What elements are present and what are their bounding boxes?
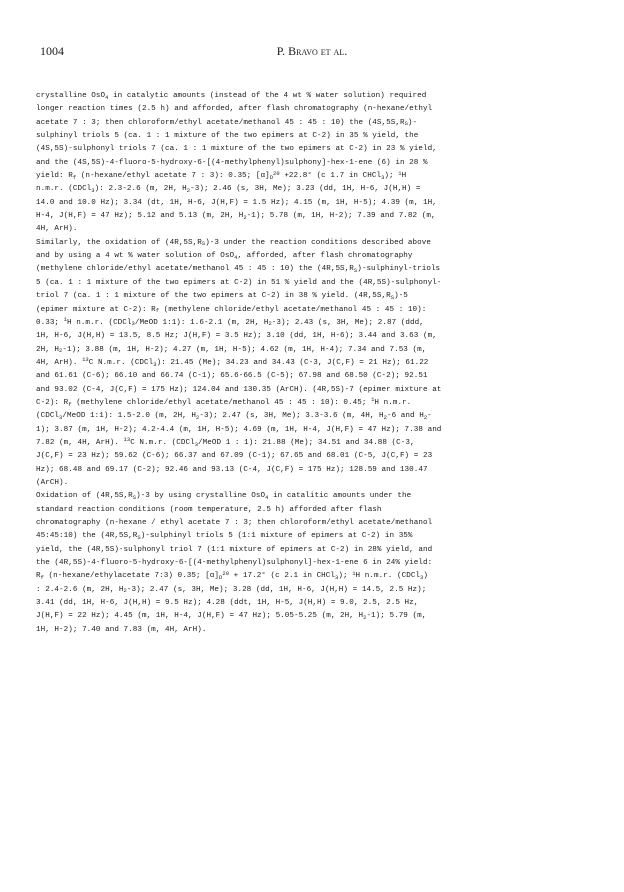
text-run: (n-hexane/ethylacetate 7:3) 0.35; [α] <box>43 572 220 581</box>
text-run: 13 <box>82 356 89 364</box>
text-run: 1H, H-2); 7.40 and 7.83 (m, 4H, ArH). <box>36 625 207 634</box>
text-line <box>36 344 588 357</box>
text-line <box>36 477 588 490</box>
text-line <box>36 290 588 303</box>
text-line <box>36 250 588 263</box>
text-run: H <box>401 172 407 181</box>
text-run: 3.41 (dd, 1H, H-6, J(H,H) = 9.5 Hz); 4.28 (ddt, 1H, H-5, J(H,H) = 9.0, 2.5, 2.5 Hz, <box>36 599 419 608</box>
text-run: )- <box>407 118 418 127</box>
text-run: (epimer mixture at C-2): R <box>36 305 156 314</box>
text-run: crystalline OsO <box>36 92 106 100</box>
text-run: (4S,5S)-sulphonyl triols 7 (ca. 1 : 1 mixture of the two epimers at C-2) in 23 % yield, <box>36 145 437 154</box>
text-run: -6 and H <box>386 412 424 421</box>
text-run: )-3 by using crystalline OsO <box>136 492 266 501</box>
text-run: f <box>155 307 160 315</box>
text-line <box>36 570 588 583</box>
text-run: -1); 5.79 (m, <box>366 612 427 621</box>
text-line <box>36 424 588 437</box>
text-run: 3 <box>131 320 135 328</box>
text-run: (n-hexane/ethyl acetate 7 : 3): 0.35; [α] <box>76 172 270 181</box>
text-line <box>36 464 588 477</box>
text-line <box>36 504 588 517</box>
text-run: 1 <box>63 316 67 324</box>
text-run: J(C,F) = 23 Hz); 59.62 (C-6); 66.37 and 67.09 (C-1); 67.65 and 68.01 (C-5, J(C,F) = 23 <box>36 452 433 461</box>
text-run: longer reaction times (2.5 h) and afforded, after flash chromatography (n-hexane/ethyl <box>36 105 433 114</box>
text-line <box>36 103 588 116</box>
text-run: standard reaction conditions (room temperature, 2.5 h) afforded after flash <box>36 505 382 514</box>
text-run: S <box>390 293 395 301</box>
text-run: 2 <box>268 320 272 328</box>
text-run: Oxidation of (4R,5S,R <box>36 492 133 501</box>
text-line <box>36 437 588 450</box>
text-line <box>36 210 588 223</box>
text-run: 4H, ArH). <box>36 358 83 367</box>
text-run: )-sulphinyl-triols <box>357 265 441 274</box>
text-run: 45:45:10) the (4R,5S,R <box>36 532 138 541</box>
text-run: C N.m.r. (CDCl <box>130 438 195 447</box>
text-run: + 17.2° (c 2.1 in CHCl <box>229 572 336 581</box>
text-line <box>36 370 588 383</box>
text-run: 3 <box>59 413 63 421</box>
text-run: 4H, ArH). <box>36 225 78 234</box>
body-text <box>36 90 588 637</box>
text-run: in catalitic amounts under the <box>268 492 412 501</box>
text-run: chromatography (n-hexane / ethyl acetate 7 : 3; then chloroform/ethyl acetate/methanol <box>36 519 433 527</box>
text-run: 3 <box>194 440 199 448</box>
text-line <box>36 584 588 597</box>
text-run: (methylene chloride/ethyl acetate/methanol 45 : 45 : 10): <box>159 305 427 314</box>
text-run: 3 <box>335 574 339 582</box>
text-run: 2 <box>363 614 367 622</box>
text-run: - <box>427 412 432 421</box>
text-line <box>36 384 588 397</box>
text-run: the (4R,5S)-4-fluoro-5-hydroxy-6-[(4-methylphenyl)sulphonyl]-hex-1-ene 6 in 24% yield: <box>36 559 433 568</box>
text-run: (methylene chloride/ethyl acetate/methanol 45 : 45 : 10): 0.45; <box>71 398 372 407</box>
text-line <box>36 450 588 463</box>
text-run: 4 <box>265 493 269 501</box>
text-run: S <box>132 493 137 501</box>
text-run: /MeOD 1:1): 1.5-2.0 (m, 2H, H <box>62 412 196 421</box>
text-run: 1 <box>371 396 375 404</box>
text-run: 4 <box>105 93 109 101</box>
text-line <box>36 410 588 423</box>
text-run: : 2.4-2.6 (m, 2H, H <box>36 585 124 594</box>
text-line <box>36 517 588 530</box>
text-run: 3 <box>91 187 95 195</box>
text-run: /MeOD 1:1): 1.6-2.1 (m, 2H, H <box>134 318 269 327</box>
text-line <box>36 90 588 103</box>
text-run: triol 7 (ca. 1 : 1 mixture of the two epimers at C-2) in 38 % yield. (4R,5S,R <box>36 292 391 301</box>
text-run: 3 <box>153 360 157 368</box>
text-run: 2 <box>186 187 191 195</box>
text-line <box>36 397 588 410</box>
text-run: -3); 2.46 (s, 3H, Me); 3.23 (dd, 1H, H-6, J(H,H) = <box>190 185 421 194</box>
text-run: H n.m.r. (CDCl <box>67 318 132 327</box>
text-line <box>36 597 588 610</box>
text-run: and by using a 4 wt % water solution of OsO <box>36 252 235 261</box>
text-run: J(H,F) = 22 Hz); 4.45 (m, 1H, H-4, J(H,F) = 47 Hz); 5.05-5.25 (m, 2H, H <box>36 612 364 621</box>
text-run: ) <box>423 572 428 581</box>
text-run: sulphinyl triols 5 (ca. 1 : 1 mixture of the two epimers at C-2) in 35 % yield, the <box>36 132 419 141</box>
text-line <box>36 143 588 156</box>
text-line <box>36 304 588 317</box>
text-run: (ArCH). <box>36 478 69 487</box>
text-run: Hz); 68.48 and 69.17 (C-2); 92.46 and 93.13 (C-4, J(C,F) = 175 Hz); 128.59 and 130.47 <box>36 465 428 474</box>
text-run: 2 <box>383 413 387 421</box>
text-run: 2H, H <box>36 345 60 354</box>
text-run: and 93.02 (C-4, J(C,F) = 175 Hz); 124.04 and 130.35 (ArCH). (4R,5S)-7 (epimer mixture at <box>36 385 442 394</box>
text-run: 2 <box>123 587 127 595</box>
text-run: D <box>269 173 274 181</box>
text-run: acetate 7 : 3; then chloroform/ethyl acetate/methanol 45 : 45 : 10) the (4S,5S,R <box>36 118 405 127</box>
text-run: , afforded, after flash chromatography <box>237 252 413 261</box>
text-run: in catalytic amounts (instead of the 4 wt % water solution) required <box>108 92 427 100</box>
text-run: 14.0 and 10.0 Hz); 3.34 (dt, 1H, H-6, J(H,F) = 1.5 Hz); 4.15 (m, 1H, H-5); 4.39 (m, 1H, <box>36 198 437 207</box>
text-run: 4 <box>234 253 238 261</box>
text-line <box>36 490 588 503</box>
text-run: -1); 5.78 (m, 1H, H-2); 7.39 and 7.82 (m, <box>246 212 436 221</box>
text-line <box>36 130 588 143</box>
text-line <box>36 330 588 343</box>
text-line <box>36 530 588 543</box>
text-run: yield: R <box>36 172 73 181</box>
text-line <box>36 170 588 183</box>
text-run: f <box>68 400 72 408</box>
text-run: C N.m.r. (CDCl <box>88 358 154 367</box>
text-line <box>36 624 588 637</box>
text-run: ): 2.3-2.6 (m, 2H, H <box>94 185 187 194</box>
text-run: f <box>40 574 44 582</box>
text-line <box>36 157 588 170</box>
text-run: H-4, J(H,F) = 47 Hz); 5.12 and 5.13 (m, 2H, H <box>36 212 244 221</box>
text-line <box>36 197 588 210</box>
page-header <box>40 44 584 60</box>
text-run: 3 <box>420 574 424 582</box>
text-line <box>36 610 588 623</box>
text-run: 0.33; <box>36 318 64 327</box>
text-run: 1 <box>398 170 402 177</box>
text-run: )-5 <box>394 292 408 301</box>
text-line <box>36 263 588 276</box>
text-run: +22.8° (c 1.7 in CHCl <box>279 172 382 181</box>
text-run: 13 <box>123 436 131 444</box>
text-run: Similarly, the oxidation of (4R,5S,R <box>36 238 202 247</box>
text-line <box>36 544 588 557</box>
text-run: 2 <box>59 347 63 355</box>
text-run: D <box>219 574 223 582</box>
text-run: 1 <box>352 570 356 577</box>
text-run: ); <box>338 572 353 581</box>
text-run: H n.m.r. (CDCl <box>355 572 421 581</box>
text-line <box>36 223 588 236</box>
text-run: ): 21.45 (Me); 34.23 and 34.43 (C-3, J(C,F) = 21 Hz); 61.22 <box>156 358 429 367</box>
text-run: ); <box>384 172 399 181</box>
text-run: S <box>353 267 358 275</box>
text-run: 3 <box>381 173 385 181</box>
text-run: )-3 under the reaction conditions described above <box>205 238 431 247</box>
text-run: 20 <box>222 570 230 577</box>
text-run: C-2): R <box>36 398 69 407</box>
text-line <box>36 357 588 370</box>
text-run: S <box>404 120 408 128</box>
text-run: S <box>201 240 206 248</box>
text-run: 20 <box>273 170 280 177</box>
text-run: H n.m.r. <box>374 398 412 407</box>
text-line <box>36 277 588 290</box>
text-run: (CDCl <box>36 412 60 421</box>
text-run: )-sulphinyl triols 5 (1:1 mixture of epimers at C-2) in 35% <box>140 532 413 541</box>
text-run: and the (4S,5S)-4-fluoro-5-hydroxy-6-[(4-methylphenyl)sulphony]-hex-1-ene (6) in 28 % <box>36 158 428 167</box>
text-run: f <box>72 173 77 181</box>
text-run: 2 <box>196 413 200 421</box>
text-run: -3); 2.47 (s, 3H, Me); 3.28 (dd, 1H, H-6, J(H,H) = 14.5, 2.5 Hz); <box>126 585 427 594</box>
text-run: and 61.61 (C-6); 66.10 and 66.74 (C-1); 65.6-66.5 (C-5); 67.98 and 68.50 (C-2); 92.51 <box>36 372 428 381</box>
text-run: 1); 3.87 (m, 1H, H-2); 4.2-4.4 (m, 1H, H-5); 4.69 (m, 1H, H-4, J(H,F) = 47 Hz); 7.38 and <box>36 425 442 434</box>
text-run: 2 <box>423 413 428 421</box>
text-run: -3); 2.43 (s, 3H, Me); 2.87 (ddd, <box>271 318 424 327</box>
text-run: S <box>137 533 141 541</box>
text-line <box>36 317 588 330</box>
text-line <box>36 557 588 570</box>
text-run: (methylene chloride/ethyl acetate/methanol 45 : 45 : 10) the (4R,5S,R <box>36 265 354 274</box>
text-run: 7.82 (m, 4H, ArH). <box>36 438 124 447</box>
text-run: 2 <box>243 213 247 221</box>
text-run: -3); 2.47 (s, 3H, Me); 3.3-3.6 (m, 4H, H <box>199 412 384 421</box>
running-head: P. Bravo et al. <box>276 44 348 58</box>
text-run: n.m.r. (CDCl <box>36 185 92 194</box>
text-line <box>36 117 588 130</box>
text-run: yield, the (4R,5S)-sulphonyl triol 7 (1:1 mixture of epimers at C-2) in 28% yield, and <box>36 545 433 554</box>
text-run: /MeOD 1 : 1): 21.88 (Me); 34.51 and 34.88 (C-3, <box>198 438 415 447</box>
text-run: 5 (ca. 1 : 1 mixture of the two epimers at C-2) in 51 % yield and the (4R,5S)-sulphonyl- <box>36 278 442 287</box>
text-line <box>36 237 588 250</box>
page-number: 1004 <box>40 44 64 58</box>
text-line <box>36 183 588 196</box>
text-run: R <box>36 572 41 581</box>
text-run: -1); 3.88 (m, 1H, H-2); 4.27 (m, 1H, H-5); 4.62 (m, 1H, H-4); 7.34 and 7.53 (m, <box>62 345 427 354</box>
text-run: 1H, H-6, J(H,H) = 13.5, 8.5 Hz; J(H,F) = 3.5 Hz); 3.10 (dd, 1H, H-6); 3.44 and 3.63 (m, <box>36 332 437 341</box>
